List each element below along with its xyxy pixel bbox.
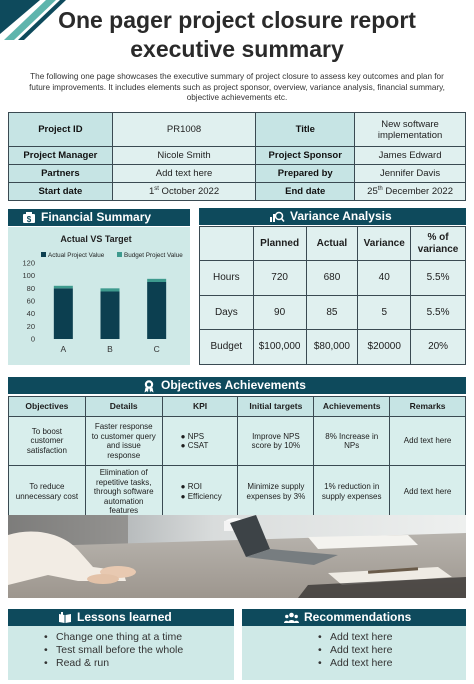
page-title: One pager project closure report executive summary	[58, 7, 416, 62]
objectives-col-kpi: KPI	[162, 397, 238, 417]
variance-col-planned: Planned	[253, 227, 306, 261]
start-date-value: 1st October 2022	[112, 183, 256, 201]
intro-paragraph: The following one page showcases the executive summary of project closure to assess key outcomes and plan for future improvements. It includes elements such as project sponsor, overview, variance analysis, financial summary, objective achievements etc.	[29, 72, 445, 102]
objectives-col-details: Details	[85, 397, 162, 417]
variance-analysis-title: Variance Analysis	[290, 209, 392, 223]
objectives-header	[8, 377, 466, 394]
pct-cell: 5.5%	[411, 261, 466, 296]
bar-actual-A	[54, 288, 73, 339]
partners-value: Add text here	[112, 165, 256, 183]
end-date-label: End date	[256, 183, 355, 201]
list-item: • Test small before the whole	[8, 644, 234, 657]
y-tick-label: 40	[26, 309, 35, 319]
targets-cell: Minimize supply expenses by 3%	[238, 466, 314, 519]
legend-budget-label: Budget Project Value	[124, 252, 183, 259]
legend-budget-swatch	[117, 252, 122, 257]
y-tick-label: 120	[22, 258, 35, 268]
objectives-col-remarks: Remarks	[390, 397, 466, 417]
variance-col-variance: Variance	[358, 227, 411, 261]
row-label: Days	[200, 295, 254, 330]
details-cell: Faster response to customer query and issue response	[85, 417, 162, 466]
lessons-panel	[8, 626, 234, 680]
magnifier-chart-icon	[269, 210, 285, 223]
lessons-list	[8, 626, 234, 670]
remarks-cell: Add text here	[390, 466, 466, 519]
team-icon	[284, 612, 299, 624]
bar-budget-B	[101, 288, 120, 291]
actual-cell: $80,000	[306, 330, 358, 365]
project-id-label: Project ID	[9, 113, 113, 147]
manager-value: Nicole Smith	[112, 147, 256, 165]
title-value: New software implementation	[355, 113, 466, 147]
pct-cell: 20%	[411, 330, 466, 365]
end-date-value: 25th December 2022	[355, 183, 466, 201]
start-date-label: Start date	[9, 183, 113, 201]
bar-budget-C	[147, 279, 166, 282]
lessons-header	[8, 609, 234, 626]
y-tick-label: 0	[30, 334, 35, 344]
details-cell: Elimination of repetitive tasks, through software automation features	[85, 466, 162, 519]
chart-title: Actual VS Target	[60, 234, 132, 244]
objectives-row	[9, 417, 466, 466]
book-icon	[58, 612, 72, 624]
variance-col-pct: % of variance	[411, 227, 466, 261]
recommendations-list	[242, 626, 466, 670]
kpi-cell: ● NPS ● CSAT	[162, 417, 238, 466]
bar-budget-A	[54, 286, 73, 289]
variance-row-budget	[200, 330, 466, 365]
objective-cell: To boost customer satisfaction	[9, 417, 86, 466]
partners-label: Partners	[9, 165, 113, 183]
award-icon	[142, 379, 156, 393]
legend-actual-label: Actual Project Value	[48, 252, 105, 259]
lessons-title: Lessons learned	[77, 610, 172, 624]
remarks-cell: Add text here	[390, 417, 466, 466]
actual-cell: 85	[306, 295, 358, 330]
money-bag-icon	[22, 211, 36, 224]
financial-summary-title: Financial Summary	[41, 210, 152, 224]
project-info-table	[8, 112, 466, 201]
kpi-cell: ● ROI ● Efficiency	[162, 466, 238, 519]
row-label: Hours	[200, 261, 254, 296]
objectives-col-targets: Initial targets	[238, 397, 314, 417]
recommendations-panel	[242, 626, 466, 680]
actual-cell: 680	[306, 261, 358, 296]
sponsor-label: Project Sponsor	[256, 147, 355, 165]
variance-cell: $20000	[358, 330, 411, 365]
list-item: • Add text here	[242, 631, 466, 644]
y-tick-label: 80	[26, 283, 35, 293]
pct-cell: 5.5%	[411, 295, 466, 330]
legend-actual-swatch	[41, 252, 46, 257]
list-item: • Add text here	[242, 657, 466, 670]
y-tick-label: 20	[26, 321, 35, 331]
x-tick-label: B	[107, 344, 113, 354]
targets-cell: Improve NPS score by 10%	[238, 417, 314, 466]
prepared-by-label: Prepared by	[256, 165, 355, 183]
list-item: • Read & run	[8, 657, 234, 670]
list-item: • Change one thing at a time	[8, 631, 234, 644]
bar-actual-B	[101, 292, 120, 340]
variance-table	[199, 226, 466, 365]
y-tick-label: 100	[22, 271, 35, 281]
sponsor-value: James Edward	[355, 147, 466, 165]
variance-cell: 5	[358, 295, 411, 330]
planned-cell: 90	[253, 295, 306, 330]
manager-label: Project Manager	[9, 147, 113, 165]
variance-analysis-header	[199, 208, 466, 225]
bar-actual-C	[147, 282, 166, 339]
prepared-by-value: Jennifer Davis	[355, 165, 466, 183]
variance-row-hours	[200, 261, 466, 296]
financial-chart-panel	[8, 227, 190, 365]
list-item: • Add text here	[242, 644, 466, 657]
svg-text:$: $	[26, 215, 32, 224]
row-label: Budget	[200, 330, 254, 365]
financial-summary-header	[8, 209, 190, 226]
objectives-col-objectives: Objectives	[9, 397, 86, 417]
variance-col-actual: Actual	[306, 227, 358, 261]
variance-cell: 40	[358, 261, 411, 296]
objective-cell: To reduce unnecessary cost	[9, 466, 86, 519]
objectives-table	[8, 396, 466, 519]
recommendations-header	[242, 609, 466, 626]
recommendations-title: Recommendations	[304, 610, 412, 624]
objectives-title: Objectives Achievements	[161, 378, 306, 392]
objectives-row	[9, 466, 466, 519]
planned-cell: $100,000	[253, 330, 306, 365]
x-tick-label: C	[153, 344, 160, 354]
x-tick-label: A	[60, 344, 67, 354]
planned-cell: 720	[253, 261, 306, 296]
office-desk-photo	[8, 515, 466, 598]
title-label: Title	[256, 113, 355, 147]
variance-corner-cell	[200, 227, 254, 261]
actual-vs-target-chart	[8, 227, 190, 365]
achievements-cell: 8% Increase in NPs	[314, 417, 390, 466]
variance-row-days	[200, 295, 466, 330]
objectives-col-achievements: Achievements	[314, 397, 390, 417]
y-tick-label: 60	[26, 296, 35, 306]
project-id-value: PR1008	[112, 113, 256, 147]
achievements-cell: 1% reduction in supply expenses	[314, 466, 390, 519]
